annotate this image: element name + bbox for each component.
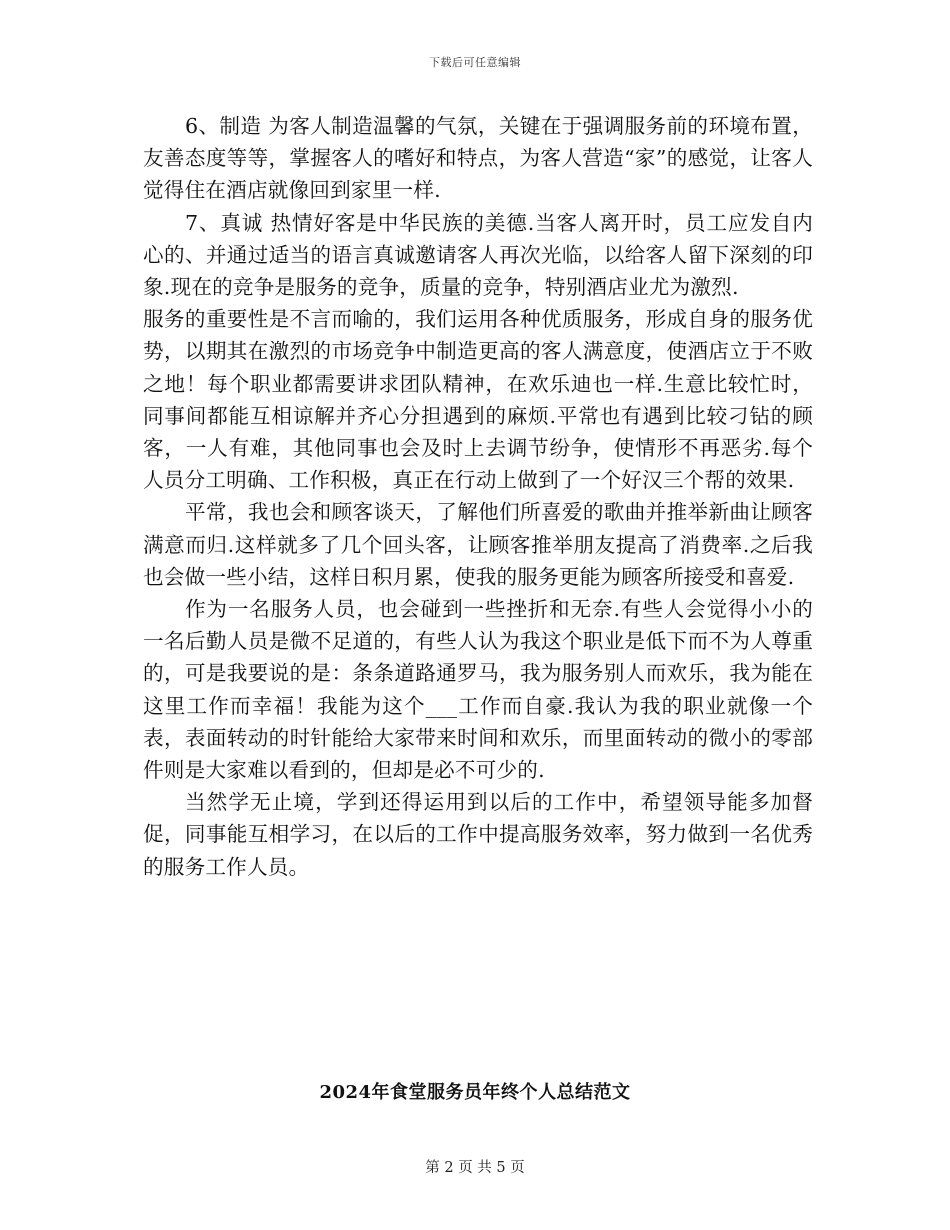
paragraph-setbacks: 作为一名服务人员，也会碰到一些挫折和无奈.有些人会觉得小小的一名后勤人员是微不足道的，有些人认为我这个职业是低下而不为人尊重的，可是我要说的是：条条道路通罗马，我为服务别人而欢乐，我为能在这里工作而幸福！我能为这个___工作而自豪.我认为我的职业就像一个表，表面转动的时针能给大家带来时间和欢乐，而里面转动的微小的零部件则是大家难以看到的，但却是必不可少的. (143, 597, 813, 783)
paragraph-6-create: 6、制造 为客人制造温馨的气氛，关键在于强调服务前的环境布置，友善态度等等，掌握客人的嗜好和特点，为客人营造“家”的感觉，让客人觉得住在酒店就像回到家里一样. (143, 114, 813, 203)
document-body (143, 110, 813, 883)
section-title: 2024年食堂服务员年终个人总结范文 (319, 1082, 631, 1103)
paragraph-service-importance: 服务的重要性是不言而喻的，我们运用各种优质服务，形成自身的服务优势，以期其在激烈的市场竞争中制造更高的客人满意度，使酒店立于不败之地！每个职业都需要讲求团队精神，在欢乐迪也一样.生意比较忙时，同事间都能互相谅解并齐心分担遇到的麻烦.平常也有遇到比较刁钻的顾客，一人有难，其他同事也会及时上去调节纷争，使情形不再恶劣.每个人员分工明确、工作积极，真正在行动上做到了一个好汉三个帮的效果. (143, 307, 813, 493)
paragraph-chat-with-customers: 平常，我也会和顾客谈天，了解他们所喜爱的歌曲并推举新曲让顾客满意而归.这样就多了几个回头客，让顾客推举朋友提高了消费率.之后我也会做一些小结，这样日积月累，使我的服务更能为顾客所接受和喜爱. (143, 500, 813, 589)
page-header-note: 下载后可任意编辑 (429, 56, 521, 69)
paragraph-conclusion: 当然学无止境，学到还得运用到以后的工作中，希望领导能多加督促，同事能互相学习，在以后的工作中提高服务效率，努力做到一名优秀的服务工作人员。 (143, 790, 813, 879)
page-number: 第 2 页 共 5 页 (425, 1160, 525, 1176)
paragraph-7-sincere: 7、真诚 热情好客是中华民族的美德.当客人离开时，员工应发自内心的、并通过适当的语言真诚邀请客人再次光临，以给客人留下深刻的印象.现在的竞争是服务的竞争，质量的竞争，特别酒店业尤为激烈. (143, 210, 813, 300)
